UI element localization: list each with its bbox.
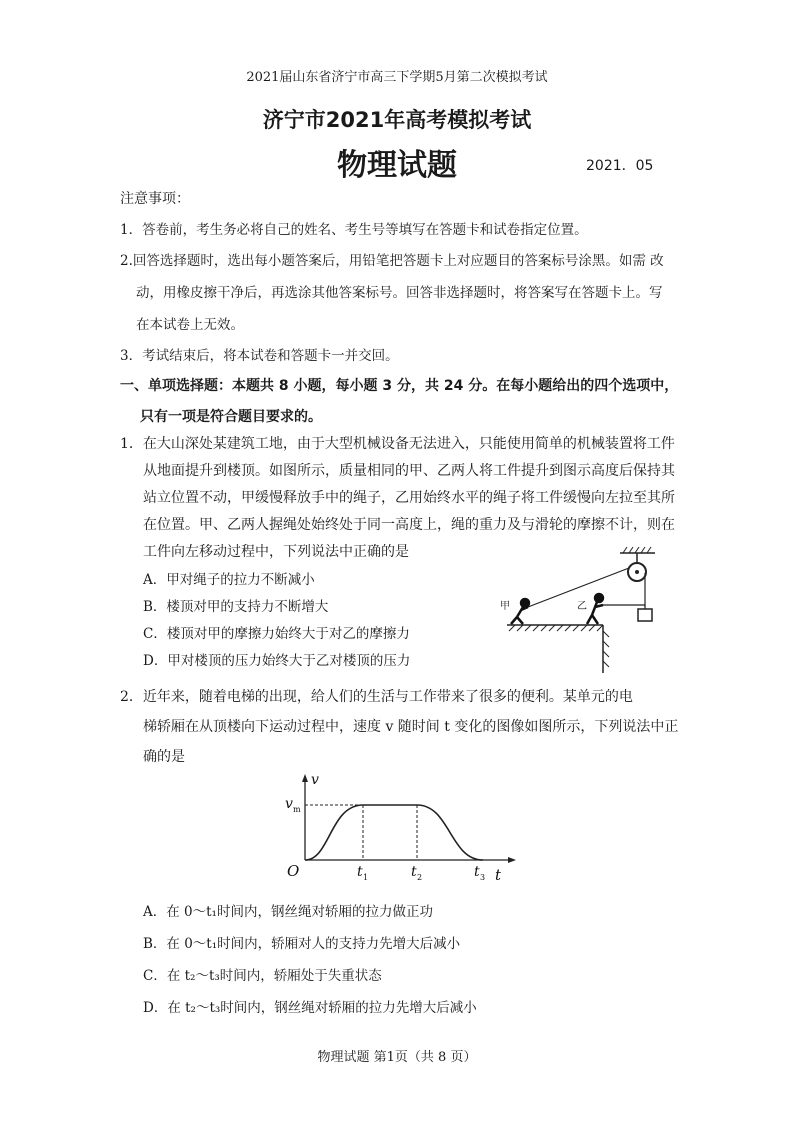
- q2-option-d: D．在 t₂～t₃时间内，钢丝绳对轿厢的拉力先增大后减小: [143, 1000, 477, 1016]
- t1-sub-label: 1: [363, 873, 369, 882]
- subject-title: 物理试题: [337, 148, 457, 183]
- label-jia: 甲: [500, 601, 510, 612]
- q1-option-a: A．甲对绳子的拉力不断减小: [143, 572, 315, 588]
- q1-line-5: 工件向左移动过程中，下列说法中正确的是: [143, 544, 409, 560]
- person-yi-icon: [587, 594, 603, 624]
- exam-date: 2021．05: [586, 158, 654, 174]
- source-title: 2021届山东省济宁市高三下学期5月第二次模拟考试: [246, 70, 548, 85]
- t2-label: t: [411, 864, 417, 880]
- section-1-line-1: 一、单项选择题：本题共 8 小题，每小题 3 分，共 24 分。在每小题给出的四个选项中，: [120, 378, 679, 394]
- pulley-figure: [495, 545, 665, 675]
- person-jia-icon: [511, 599, 529, 624]
- q1-line-4: 在位置。甲、乙两人握绳处始终处于同一高度上，绳的重力及与滑轮的摩擦不计，则在: [143, 517, 675, 533]
- q1-line-3: 站立位置不动，甲缓慢释放手中的绳子，乙用始终水平的绳子将工件缓慢向左拉至其所: [143, 490, 675, 506]
- velocity-time-graph: [275, 770, 520, 885]
- note-3: 3．考试结束后，将本试卷和答题卡一并交回。: [120, 348, 399, 364]
- q2-option-b: B．在 0～t₁时间内，轿厢对人的支持力先增大后减小: [143, 936, 461, 952]
- q2-line-3: 确的是: [143, 749, 185, 765]
- q1-line-2: 从地面提升到楼顶。如图所示，质量相同的甲、乙两人将工件提升到图示高度后保持其: [143, 463, 675, 479]
- vm-label: v: [285, 796, 293, 812]
- note-2-line-2: 动，用橡皮擦干净后，再选涂其他答案标号。回答非选择题时，将答案写在答题卡上。写: [136, 285, 663, 301]
- t1-label: t: [357, 864, 363, 880]
- label-yi: 乙: [577, 601, 587, 612]
- q1-option-d: D．甲对楼顶的压力始终大于乙对楼顶的压力: [143, 653, 411, 669]
- note-1: 1．答卷前，考生务必将自己的姓名、考生号等填写在答题卡和试卷指定位置。: [120, 222, 588, 238]
- q1-option-b: B．楼顶对甲的支持力不断增大: [143, 599, 329, 615]
- note-2-line-1: 2.回答选择题时，选出每小题答案后，用铅笔把答题卡上对应题目的答案标号涂黑。如需 改: [120, 253, 664, 269]
- q1-line-1: 1．在大山深处某建筑工地，由于大型机械设备无法进入，只能使用简单的机械装置将工件: [120, 436, 675, 452]
- exam-title: 济宁市2021年高考模拟考试: [262, 108, 532, 132]
- q2-option-a: A．在 0～t₁时间内，钢丝绳对轿厢的拉力做正功: [143, 904, 433, 920]
- load-block: [638, 609, 652, 621]
- vm-sub-label: m: [293, 805, 301, 814]
- section-1-line-2: 只有一项是符合题目要求的。: [140, 409, 322, 425]
- q2-line-1: 2．近年来，随着电梯的出现，给人们的生活与工作带来了很多的便利。某单元的电: [120, 689, 633, 705]
- q1-option-c: C．楼顶对甲的摩擦力始终大于对乙的摩擦力: [143, 626, 410, 642]
- velocity-curve: [305, 805, 483, 860]
- t2-sub-label: 2: [417, 873, 423, 882]
- origin-label: O: [287, 862, 300, 880]
- note-2-line-3: 在本试卷上无效。: [136, 317, 244, 333]
- t3-sub-label: 3: [480, 873, 486, 882]
- q2-line-2: 梯轿厢在从顶楼向下运动过程中，速度 v 随时间 t 变化的图像如图所示，下列说法中正: [143, 719, 679, 735]
- x-axis-label: t: [495, 866, 502, 884]
- y-axis-label: v: [311, 772, 319, 788]
- page-footer: 物理试题 第1页（共 8 页）: [317, 1050, 477, 1065]
- t3-label: t: [474, 864, 480, 880]
- notes-heading: 注意事项：: [120, 191, 190, 207]
- q2-option-c: C．在 t₂～t₃时间内，轿厢处于失重状态: [143, 968, 382, 984]
